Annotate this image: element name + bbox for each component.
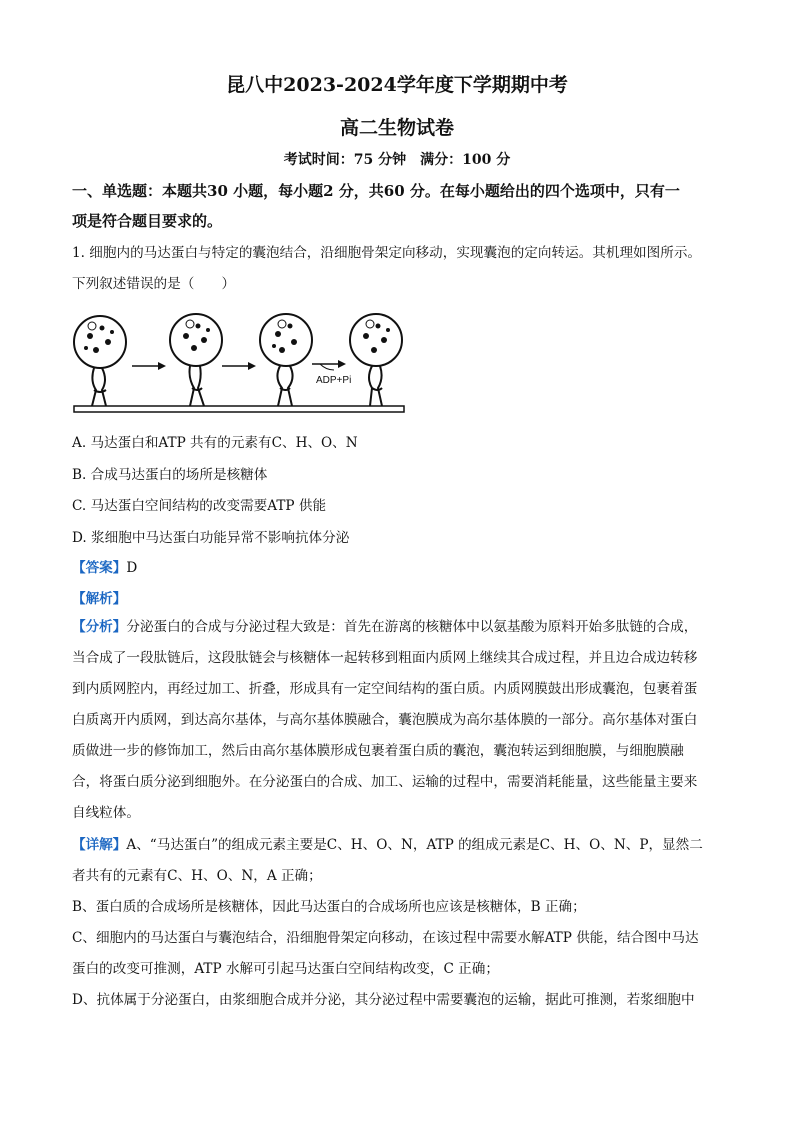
xiangjie-line: 者共有的元素有C、H、O、N，A 正确； [72, 868, 322, 884]
section-heading-line: 一、单选题：本题共30 小题，每小题2 分，共60 分。在每小题给出的四个选项中，只有一 [72, 182, 680, 200]
question-stem [72, 238, 732, 300]
vesicle-stage-4 [350, 314, 402, 406]
xiangjie-line: C、细胞内的马达蛋白与囊泡结合，沿细胞骨架定向移动，在该过程中需要水解ATP 供能，结合图中马达 [72, 930, 699, 946]
stem-line: 1. 细胞内的马达蛋白与特定的囊泡结合，沿细胞骨架定向移动，实现囊泡的定向转运。其机理如图所示。 [72, 245, 702, 261]
answer-value: D [126, 560, 138, 576]
option-b: B. 合成马达蛋白的场所是核糖体 [72, 467, 268, 483]
answer-line [72, 556, 137, 576]
section-heading [72, 176, 732, 236]
stem-line: 下列叙述错误的是（ ） [72, 276, 236, 292]
fenxi-line: 到内质网腔内，再经过加工、折叠，形成具有一定空间结构的蛋白质。内质网膜鼓出形成囊泡，包裹着蛋 [72, 681, 698, 697]
option-a: A. 马达蛋白和ATP 共有的元素有C、H、O、N [72, 435, 358, 451]
xiangjie-line: 蛋白的改变可推测，ATP 水解可引起马达蛋白空间结构改变，C 正确； [72, 961, 499, 977]
adp-arrow [320, 364, 334, 370]
fenxi-line: 合，将蛋白质分泌到细胞外。在分泌蛋白的合成、加工、运输的过程中，需要消耗能量，这些能量主要来 [72, 774, 698, 790]
fenxi-block [72, 612, 732, 829]
xiangjie-line [72, 830, 732, 861]
motor-protein-figure [72, 306, 412, 414]
xiangjie-block [72, 830, 732, 1016]
option-d: D. 浆细胞中马达蛋白功能异常不影响抗体分泌 [72, 530, 350, 546]
section-heading-line: 项是符合题目要求的。 [72, 212, 223, 230]
arrow-1-head [158, 362, 166, 370]
vesicle-stage-1 [74, 316, 126, 406]
exam-title: 昆八中2023-2024学年度下学期期中考 [226, 74, 568, 96]
answer-label: 【答案】 [72, 560, 127, 576]
xiangjie-text: A、“马达蛋白”的组成元素主要是C、H、O、N，ATP 的组成元素是C、H、O、N、P，显然二 [126, 837, 703, 853]
fenxi-line: 当合成了一段肽链后，这段肽链会与核糖体一起转移到粗面内质网上继续其合成过程，并且边合成边转移 [72, 650, 698, 666]
exam-subtitle: 高二生物试卷 [339, 117, 454, 139]
fenxi-line: 白质离开内质网，到达高尔基体，与高尔基体膜融合，囊泡膜成为高尔基体膜的一部分。高尔基体对蛋白 [72, 712, 698, 728]
analysis-heading [72, 587, 126, 607]
vesicle-stage-2 [170, 314, 222, 406]
option-c: C. 马达蛋白空间结构的改变需要ATP 供能 [72, 498, 327, 514]
arrow-2-head [248, 362, 256, 370]
xiangjie-line: B、蛋白质的合成场所是核糖体，因此马达蛋白的合成场所也应该是核糖体，B 正确； [72, 899, 586, 915]
vesicle-stage-3 [260, 314, 312, 406]
fenxi-line: 质做进一步的修饰加工，然后由高尔基体膜形成包裹着蛋白质的囊泡，囊泡转运到细胞膜，与细胞膜融 [72, 743, 684, 759]
xiangjie-line: D、抗体属于分泌蛋白，由浆细胞合成并分泌，其分泌过程中需要囊泡的运输，据此可推测，若浆细胞中 [72, 992, 695, 1008]
arrow-3-head [338, 360, 346, 368]
cytoskeleton-track [74, 406, 404, 412]
fenxi-line [72, 612, 732, 643]
xiangjie-label: 【详解】 [72, 837, 127, 853]
adp-pi-label: ADP+Pi [316, 375, 352, 386]
fenxi-text: 分泌蛋白的合成与分泌过程大致是：首先在游离的核糖体中以氨基酸为原料开始多肽链的合成， [126, 619, 698, 635]
fenxi-line: 自线粒体。 [72, 805, 140, 821]
exam-info: 考试时间：75 分钟 满分：100 分 [283, 152, 511, 168]
fenxi-label: 【分析】 [72, 619, 127, 635]
analysis-label: 【解析】 [72, 591, 127, 607]
